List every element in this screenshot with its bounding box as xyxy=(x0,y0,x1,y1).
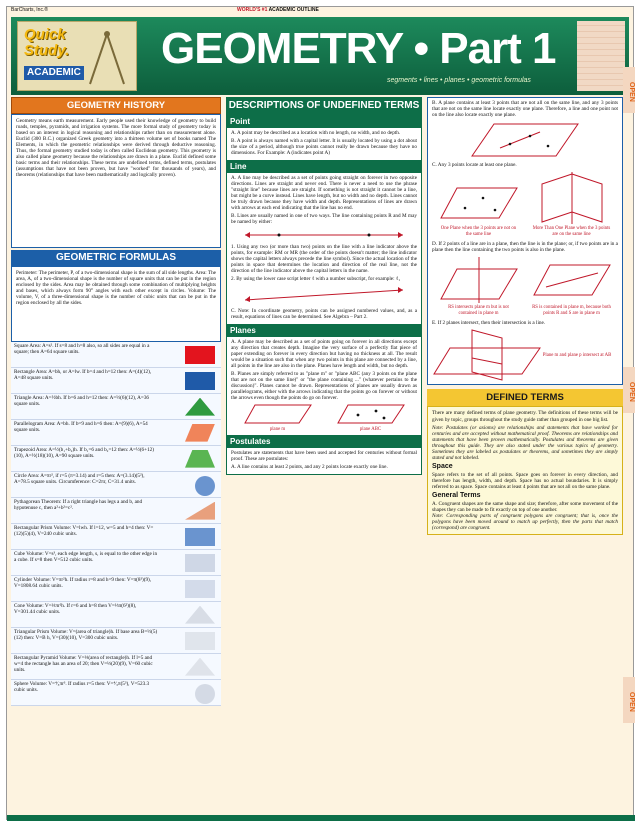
formula-shape-icon xyxy=(185,398,215,416)
many-planes-figure xyxy=(532,170,612,226)
formula-shape-icon xyxy=(185,632,215,650)
compass-icon xyxy=(80,30,134,88)
right-column xyxy=(427,97,623,535)
formula-row: Trapezoid Area: A=½(b₁+b₂)h. If b₁=6 and b₂=12 then: A=½(6+12)(10), A=½(18)(10), A=90 square units. xyxy=(11,446,221,472)
page-title: GEOMETRY • Part 1 xyxy=(161,24,556,73)
formula-list xyxy=(11,342,221,706)
postulates-continued: B. A plane contains at least 3 points that are not all on the same line, and any 3 points that are not on the same line locate exactly one plane. Therefore, a line and one point not on the line also locate exactly one plane. C. Any 3 points locate at least one plane. One Plane when the 3 points are not on the same line More Than One Plane when the 3 points are on the same line D. If 2 points of a line are in a plane, then the line is in the plane; or, if two points are in a plane then the line containing the two points is also in the plane. RS intersects plane m but is not contained in plane m RS is contained in plane m, because both points R and S are in plane m E. If 2 planes intersect, then their intersection is a line. Plane m and plane p intersect at AB xyxy=(427,97,623,385)
formula-shape-icon xyxy=(185,554,215,572)
planes-section: A. A plane may be described as a set of points going on forever in all directions except any direction that creates depth. Imagine the very surface of a perfectly flat piece of paper extending on forever in every direction but having no thickness at all. The result would be a situation such that when any two points in this plane are connected by a line, all points in the line are also in the plane. Planes have length and width, but no depth. B. Planes are simply referred to as "plane m" or "plane ABC (any 3 points on the plane that are not on the same line)" or "the plane containing ..." (whatever pertains to the discussion)". Planes cannot be drawn. Representations of planes are usually drawn as parallelograms, either with the arrows indicating that the points go on forever or without the arrows even though the points do go on forever. plane m plane ABC xyxy=(226,336,422,436)
line-heading: Line xyxy=(226,161,422,172)
formula-row: Cube Volume: V=s³, each edge length, s, is equal to the other edge in a cube. If s=8 then V=512 cubic units. xyxy=(11,550,221,576)
formula-row: Parallelogram Area: A=bh. If b=9 and h=6 then: A=(9)(6), A=54 square units. xyxy=(11,420,221,446)
formula-shape-icon xyxy=(185,372,215,390)
formula-row: Cylinder Volume: V=πr²h. If radius r=8 and h=9 then: V=π(8²)(9), V=1808.64 cubic units. xyxy=(11,576,221,602)
planes-heading: Planes xyxy=(226,325,422,336)
space-heading: Space xyxy=(432,462,453,470)
study-sheet xyxy=(6,6,634,820)
formula-shape-icon xyxy=(185,528,215,546)
intersecting-planes-figure xyxy=(432,328,542,382)
point-section: A. A point may be described as a location with no length, no width, and no depth. B. A point is always named with a capital letter. It is usually located by using a dot about the size of a period, although true points cannot really be drawn because they have no dimensions. For Example: A (indicates point A) xyxy=(226,127,422,161)
plane-m-figure xyxy=(243,403,313,425)
top-bar xyxy=(7,7,635,16)
line-in-plane-figure xyxy=(532,255,612,305)
formula-row: Pythagorean Theorem: If a right triangle has legs a and b, and hypotenuse c, then a²+b²=c². xyxy=(11,498,221,524)
formula-row: Triangle Area: A=½bh. If b=6 and h=12 then: A=½(6)(12), A=36 square units. xyxy=(11,394,221,420)
side-tab-open: OPEN xyxy=(623,367,635,413)
line-section: A. A line may be described as a set of points going straight on forever in two opposite directions. Lines are straight and never end. There is never a need to use the phrase "straight line" because lines are straight. If something is not straight it cannot be a line, but might be a curve instead. Lines have length, but no width and no depth. Lines cannot be truly drawn because they have width and depth. Representations of lines are drawn with arrows at each end indicating that the line has no end. B. Lines are usually named in one of two ways. The line containing points R and M may be named by either: 1. Using any two (or more than two) points on the line with a line indicator above the points, for example: RM or MR (the order of the points doesn't matter; the line indicator shows the capital letters always precede the line symbol). Since the actual location of the points in space that determines the location and direction of the real line, not the direction of the line indicator above the capital letters in the name. 2. By using the lower case script letter ℓ with a number subscript, for example: ℓ₁ C. Note: In coordinate geometry, points can be assigned numbered values, and, as a result, equations of lines can be determined. See Algebra – Part 2. xyxy=(226,172,422,325)
undefined-terms-heading: DESCRIPTIONS OF UNDEFINED TERMS xyxy=(226,97,422,116)
formula-row: Cone Volume: V=⅓πr²h. If r=6 and h=8 then V=⅓π(6²)(8), V=301.44 cubic units. xyxy=(11,602,221,628)
one-plane-figure xyxy=(439,170,519,226)
left-column xyxy=(11,97,221,706)
postulates-section: Postulates are statements that have been used and accepted for centuries without formal proof. These are postulates: A. A line contains at least 2 points, and any 2 points locate exactly one line. xyxy=(226,447,422,475)
formula-row: Circle Area: A=πr², if r=5 (π=3.14) and r=5 then: A=(3.14)(5²), A=78.5 square units. Circumference: C=2πr, C=31.4 units. xyxy=(11,472,221,498)
side-tabs xyxy=(623,67,635,817)
plane-with-points-figure xyxy=(470,120,580,160)
point-heading: Point xyxy=(226,116,422,127)
defined-terms-section: There are many defined terms of plane geometry. The definitions of these terms will be given by topic, groups throughout the study guide rather than grouped in one big list. Note: Postulates (or axioms) are relationships and statements that have worked for centuries and are accepted without mathematical proof. Theorems are relationships and statements that have been proven mathematically. Postulates and theorems are given throughout this guide. They are also stated under the various topics of geometry. Sometimes they are labeled as postulates or theorems, and sometimes they are simply stated and not labeled. Space Space refers to the set of all points. Space goes on forever in every direction, and therefore has length, width, and depth. Space has no actual boundaries. It is simply referred to as space. Space contains at least 4 points that are not all on the same plane. General Terms A. Congruent shapes are the same shape and size; therefore, after some movement of the shapes they can be made to fit exactly on top of one another. Note: Corresponding parts of congruent polygons are congruent; that is, once the polygons have been moved around to match up perfectly, then the parts that match (correspond) are congruent. xyxy=(427,406,623,535)
formula-shape-icon xyxy=(185,606,215,624)
slogan: WORLD'S #1 ACADEMIC OUTLINE xyxy=(237,7,319,13)
formula-shape-icon xyxy=(185,658,215,676)
page-subtitle: segments • lines • planes • geometric formulas xyxy=(387,77,531,84)
formula-shape-icon xyxy=(185,346,215,364)
header-banner xyxy=(11,17,629,95)
side-tab-open: OPEN xyxy=(623,67,635,113)
line-l1-figure xyxy=(239,284,409,306)
line-intersects-plane-figure xyxy=(439,255,519,305)
formula-row: Sphere Volume: V=⁴⁄₃πr³. If radius r=5 then: V=⁴⁄₃π(5³), V=523.3 cubic units. xyxy=(11,680,221,706)
formulas-heading: GEOMETRIC FORMULAS xyxy=(11,250,221,266)
formula-shape-icon xyxy=(195,476,215,496)
general-terms-heading: General Terms xyxy=(432,491,481,499)
middle-column xyxy=(226,97,422,475)
quickstudy-logo: Quick Study. ACADEMIC xyxy=(17,21,137,91)
formula-row: Triangular Prism Volume: V=(area of triangle)h. If base area B=½(5)(12) then: V=B h, V=(30)(10), V=300 cubic units. xyxy=(11,628,221,654)
formula-row: Square Area: A=s². If s=8 and h=8 also, so all sides are equal in a square; then A=64 square units. xyxy=(11,342,221,368)
postulates-heading: Postulates xyxy=(226,436,422,447)
formula-shape-icon xyxy=(185,580,215,598)
formula-shape-icon xyxy=(185,502,215,520)
formula-row: Rectangular Pyramid Volume: V=⅓(area of rectangle)h. If l=5 and w=4 the rectangle has an area of 20; then V=⅓(20)(9), V=60 cubic units. xyxy=(11,654,221,680)
formula-shape-icon xyxy=(195,684,215,704)
bottom-strip xyxy=(7,815,635,821)
publisher: BarCharts, Inc.® xyxy=(11,7,49,13)
formulas-intro: Perimeter: The perimeter, P, of a two-dimensional shape is the sum of all side lengths. Area: The area, A, of a two-dimensional shape is the number of square units that can be put in the region enclosed by the sides. Area may be obtained through some combination of multiplying heights and bases, which always form 90° angles with each other except in circles. Volume: The volume, V, of a three-dimensional shape is the number of cubic units that can be put in the region enclosed by all the sides. xyxy=(11,266,221,342)
line-rm-figure xyxy=(239,228,409,242)
plane-abc-figure xyxy=(336,403,406,425)
formula-shape-icon xyxy=(185,424,215,442)
defined-terms-heading: DEFINED TERMS xyxy=(427,389,623,406)
graph-paper-decoration xyxy=(577,21,625,91)
history-text: Geometry means earth measurement. Early people used their knowledge of geometry to build roads, temples, pyramids, and irrigation systems. The more formal study of geometry today is based on an interest in logical reasoning and relationships rather than on measurement alone. Euclid (300 B.C.) organized Greek geometry into a thirteen volume set of books named The Elements, in which the geometric relationships were derived through deductive reasoning. Thus, the formal geometry studied today is often called Euclidean geometry. This geometry is also called plane geometry because the relationships are drawn in a plane. Euclid defined some basic terms and their relationships. These terms are undefined terms, defined terms, postulates (assumptions that have not been proven, but have "worked" for thousands of years), and theorems (relationships that have been mathematically and logically proven). xyxy=(11,114,221,248)
formula-row: Rectangle Area: A=bh, or A=lw. If b=4 and h=12 then: A=(4)(12), A=48 square units. xyxy=(11,368,221,394)
history-heading: GEOMETRY HISTORY xyxy=(11,97,221,114)
formula-row: Rectangular Prism Volume: V=lwh. If l=12, w=5 and h=4 then: V=(12)(5)(4), V=240 cubic units. xyxy=(11,524,221,550)
side-tab-open: OPEN xyxy=(623,677,635,723)
formula-shape-icon xyxy=(185,450,215,468)
